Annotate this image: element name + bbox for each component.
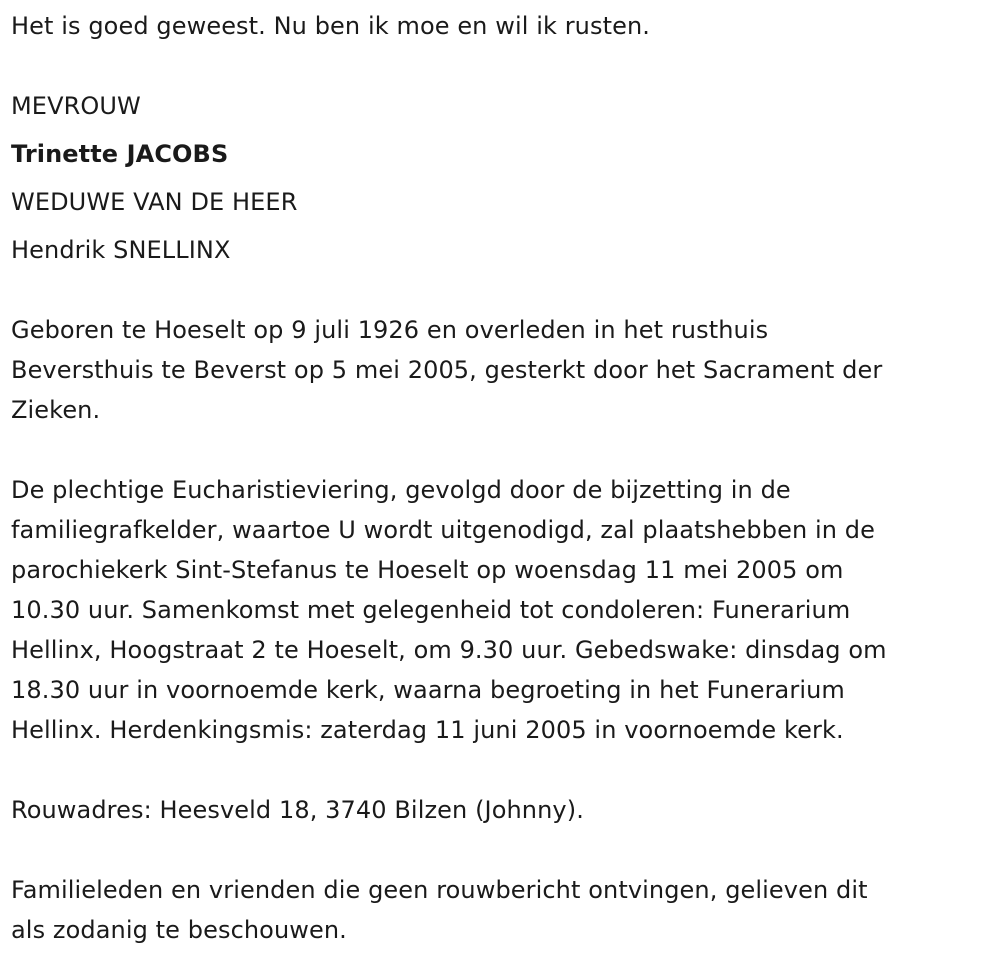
motto-block	[11, 6, 650, 46]
ceremony-paragraph	[11, 470, 887, 750]
spouse-block	[11, 230, 231, 270]
motto: Het is goed geweest. Nu ben ik moe en wil ik rusten.	[11, 12, 651, 40]
paragraph-line: De plechtige Eucharistieviering, gevolgd door de bijzetting in de	[11, 476, 791, 504]
widow-line-block	[11, 182, 297, 222]
paragraph-line: Hellinx. Herdenkingsmis: zaterdag 11 juni 2005 in voornoemde kerk.	[11, 716, 844, 744]
paragraph-line: Familieleden en vrienden die geen rouwbericht ontvingen, gelieven dit	[11, 876, 868, 904]
paragraph-line: Geboren te Hoeselt op 9 juli 1926 en overleden in het rusthuis	[11, 316, 769, 344]
paragraph-line: Hellinx, Hoogstraat 2 te Hoeselt, om 9.30 uur. Gebedswake: dinsdag om	[11, 636, 887, 664]
paragraph-line: familiegrafkelder, waartoe U wordt uitgenodigd, zal plaatshebben in de	[11, 516, 875, 544]
paragraph-line: 10.30 uur. Samenkomst met gelegenheid tot condoleren: Funerarium	[11, 596, 851, 624]
paragraph-line: als zodanig te beschouwen.	[11, 916, 347, 944]
deceased-header	[11, 86, 141, 126]
mourning-address: Rouwadres: Heesveld 18, 3740 Bilzen (Johnny).	[11, 796, 584, 824]
deceased-name: Trinette JACOBS	[11, 140, 229, 168]
paragraph-line: Beversthuis te Beverst op 5 mei 2005, gesterkt door het Sacrament der	[11, 356, 883, 384]
paragraph-line: 18.30 uur in voornoemde kerk, waarna begroeting in het Funerarium	[11, 676, 845, 704]
address-paragraph	[11, 790, 584, 830]
paragraph-line: Zieken.	[11, 396, 101, 424]
widow-line: WEDUWE VAN DE HEER	[11, 188, 298, 216]
paragraph-line: parochiekerk Sint-Stefanus te Hoeselt op woensdag 11 mei 2005 om	[11, 556, 844, 584]
notice-paragraph	[11, 870, 868, 950]
deceased-name-block	[11, 134, 228, 174]
title-line: MEVROUW	[11, 92, 141, 120]
birth-death-paragraph	[11, 310, 882, 430]
spouse-name: Hendrik SNELLINX	[11, 236, 231, 264]
